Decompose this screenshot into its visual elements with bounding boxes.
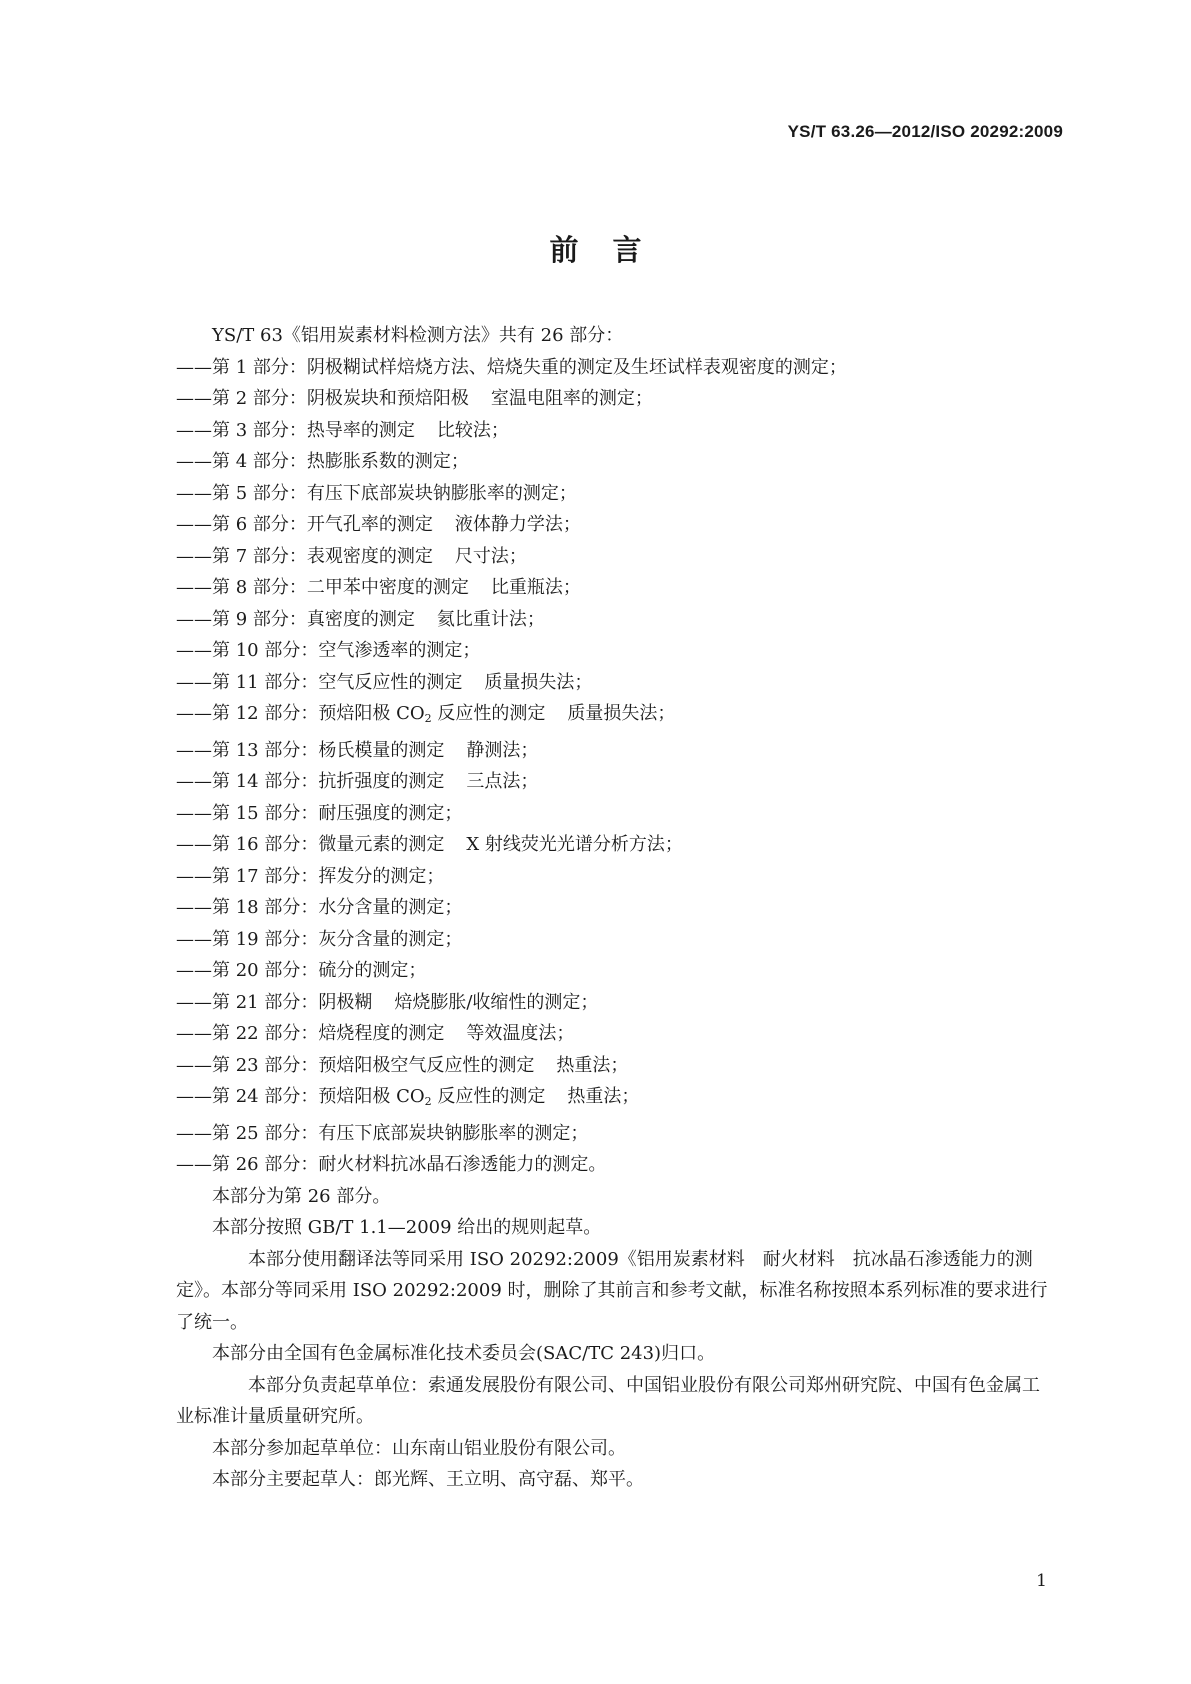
part-method: 氦比重计法； [436, 608, 545, 630]
part-item [176, 1018, 1056, 1050]
paragraph-part-number: 本部分为第 26 部分。 [212, 1185, 391, 1207]
part-title: 耐压强度的测定； [318, 802, 463, 824]
intro-line: YS/T 63《铝用炭素材料检测方法》共有 26 部分： [212, 325, 624, 346]
part-method: 热重法； [567, 1086, 640, 1107]
part-prefix: ——第 6 部分： [176, 514, 307, 535]
part-method: 比较法； [436, 419, 509, 441]
part-item [176, 1081, 1056, 1118]
part-item [176, 478, 1056, 510]
part-prefix: ——第 26 部分： [176, 1154, 319, 1175]
part-item [176, 1050, 1056, 1082]
part-title: 表观密度的测定 [306, 545, 433, 567]
paragraph-drafting-rules: 本部分按照 GB/T 1.1—2009 给出的规则起草。 [212, 1217, 602, 1238]
part-item [176, 667, 1056, 699]
part-title: 灰分含量的测定； [318, 928, 463, 950]
part-title: 空气反应性的测定 [318, 671, 463, 693]
part-title: 阴极炭块和预焙阳极 [306, 388, 469, 409]
page-number: 1 [1036, 1571, 1047, 1591]
part-prefix: ——第 9 部分： [176, 608, 307, 630]
part-method: 尺寸法； [454, 545, 527, 567]
part-item [176, 766, 1056, 798]
part-title: 阴极糊试样焙烧方法、焙烧失重的测定及生坯试样表观密度的测定； [306, 356, 847, 378]
paragraph-responsible-units: 本部分负责起草单位：索通发展股份有限公司、中国铝业股份有限公司郑州研究院、中国有色金属工业标准计量质量研究所。 [176, 1374, 1040, 1427]
part-title: 二甲苯中密度的测定 [306, 577, 469, 598]
part-prefix: ——第 21 部分： [176, 991, 319, 1013]
part-title: 有压下底部炭块钠膨胀率的测定； [318, 1122, 589, 1144]
part-item [176, 798, 1056, 830]
part-title: 杨氏模量的测定 [318, 739, 445, 761]
part-prefix: ——第 1 部分： [176, 356, 307, 378]
paragraph-participating-units: 本部分参加起草单位：山东南山铝业股份有限公司。 [212, 1437, 626, 1459]
part-title: 水分含量的测定； [318, 897, 463, 918]
part-prefix: ——第 24 部分： [176, 1086, 319, 1107]
part-method: 质量损失法； [567, 703, 676, 724]
part-title: 真密度的测定 [306, 608, 415, 630]
part-prefix: ——第 8 部分： [176, 577, 307, 598]
part-item [176, 509, 1056, 541]
paragraph-administration: 本部分由全国有色金属标准化技术委员会(SAC/TC 243)归口。 [212, 1343, 716, 1364]
part-title: 硫分的测定； [318, 960, 427, 981]
part-item [176, 987, 1056, 1019]
part-title: 微量元素的测定 [318, 834, 445, 855]
part-prefix: ——第 4 部分： [176, 451, 307, 472]
part-title: 挥发分的测定； [318, 865, 445, 887]
part-method: 静测法； [466, 739, 539, 761]
part-item [176, 861, 1056, 893]
standard-code-header: YS/T 63.26—2012/ISO 20292:2009 [787, 122, 1063, 141]
paragraph-drafters: 本部分主要起草人：郎光辉、王立明、高守磊、郑平。 [212, 1469, 644, 1490]
part-title: 空气渗透率的测定； [318, 640, 481, 661]
parts-list [176, 352, 1056, 1181]
part-item [176, 383, 1056, 415]
part-prefix: ——第 16 部分： [176, 834, 319, 855]
part-prefix: ——第 3 部分： [176, 419, 307, 441]
part-method: X 射线荧光光谱分析方法； [466, 834, 683, 855]
part-title: 开气孔率的测定 [306, 514, 433, 535]
part-prefix: ——第 22 部分： [176, 1023, 319, 1044]
part-title: 预焙阳极 CO [318, 703, 425, 724]
part-prefix: ——第 13 部分： [176, 739, 319, 761]
part-prefix: ——第 7 部分： [176, 545, 307, 567]
part-item [176, 446, 1056, 478]
part-item [176, 735, 1056, 767]
part-prefix: ——第 15 部分： [176, 802, 319, 824]
part-prefix: ——第 25 部分： [176, 1122, 319, 1144]
part-prefix: ——第 19 部分： [176, 928, 319, 950]
part-title: 热膨胀系数的测定； [306, 451, 469, 472]
part-title: 耐火材料抗冰晶石渗透能力的测定。 [318, 1154, 607, 1175]
part-item [176, 1118, 1056, 1150]
part-item [176, 415, 1056, 447]
part-title: 抗折强度的测定 [318, 771, 445, 792]
part-method: 质量损失法； [484, 671, 593, 693]
part-item [176, 955, 1056, 987]
subscript: 2 [424, 1095, 432, 1108]
part-item [176, 604, 1056, 636]
part-method: 焙烧膨胀/收缩性的测定； [394, 991, 599, 1013]
subscript: 2 [424, 712, 432, 725]
part-title: 预焙阳极 CO [318, 1086, 425, 1107]
paragraph-adoption: 本部分使用翻译法等同采用 ISO 20292:2009《铝用炭素材料 耐火材料 抗冰晶石渗透能力的测定》。本部分等同采用 ISO 20292:2009 时，删除了其前言和参考文献，标准名称按照本系列标准的要求进行了统一。 [176, 1248, 1048, 1333]
part-item [176, 1149, 1056, 1181]
part-prefix: ——第 11 部分： [176, 671, 319, 693]
part-method: 三点法； [466, 771, 539, 792]
part-method: 室温电阻率的测定； [490, 388, 653, 409]
foreword-body [176, 320, 1056, 1496]
part-title: 热导率的测定 [306, 419, 415, 441]
part-item [176, 829, 1056, 861]
part-title-continued: 反应性的测定 [431, 1086, 546, 1107]
part-item [176, 924, 1056, 956]
part-prefix: ——第 18 部分： [176, 897, 319, 918]
part-title: 焙烧程度的测定 [318, 1023, 445, 1044]
page-title: 前言 [549, 233, 676, 267]
part-prefix: ——第 20 部分： [176, 960, 319, 981]
part-prefix: ——第 5 部分： [176, 482, 307, 504]
part-method: 热重法； [556, 1054, 629, 1076]
part-prefix: ——第 12 部分： [176, 703, 319, 724]
part-item [176, 541, 1056, 573]
part-method: 比重瓶法； [490, 577, 581, 598]
part-item [176, 698, 1056, 735]
part-item [176, 892, 1056, 924]
part-prefix: ——第 23 部分： [176, 1054, 319, 1076]
part-title: 阴极糊 [318, 991, 373, 1013]
part-method: 等效温度法； [466, 1023, 575, 1044]
part-title: 有压下底部炭块钠膨胀率的测定； [306, 482, 577, 504]
part-method: 液体静力学法； [454, 514, 581, 535]
part-item [176, 352, 1056, 384]
part-prefix: ——第 14 部分： [176, 771, 319, 792]
part-prefix: ——第 17 部分： [176, 865, 319, 887]
part-item [176, 572, 1056, 604]
part-prefix: ——第 10 部分： [176, 640, 319, 661]
part-prefix: ——第 2 部分： [176, 388, 307, 409]
part-title-continued: 反应性的测定 [431, 703, 546, 724]
part-item [176, 635, 1056, 667]
part-title: 预焙阳极空气反应性的测定 [318, 1054, 535, 1076]
